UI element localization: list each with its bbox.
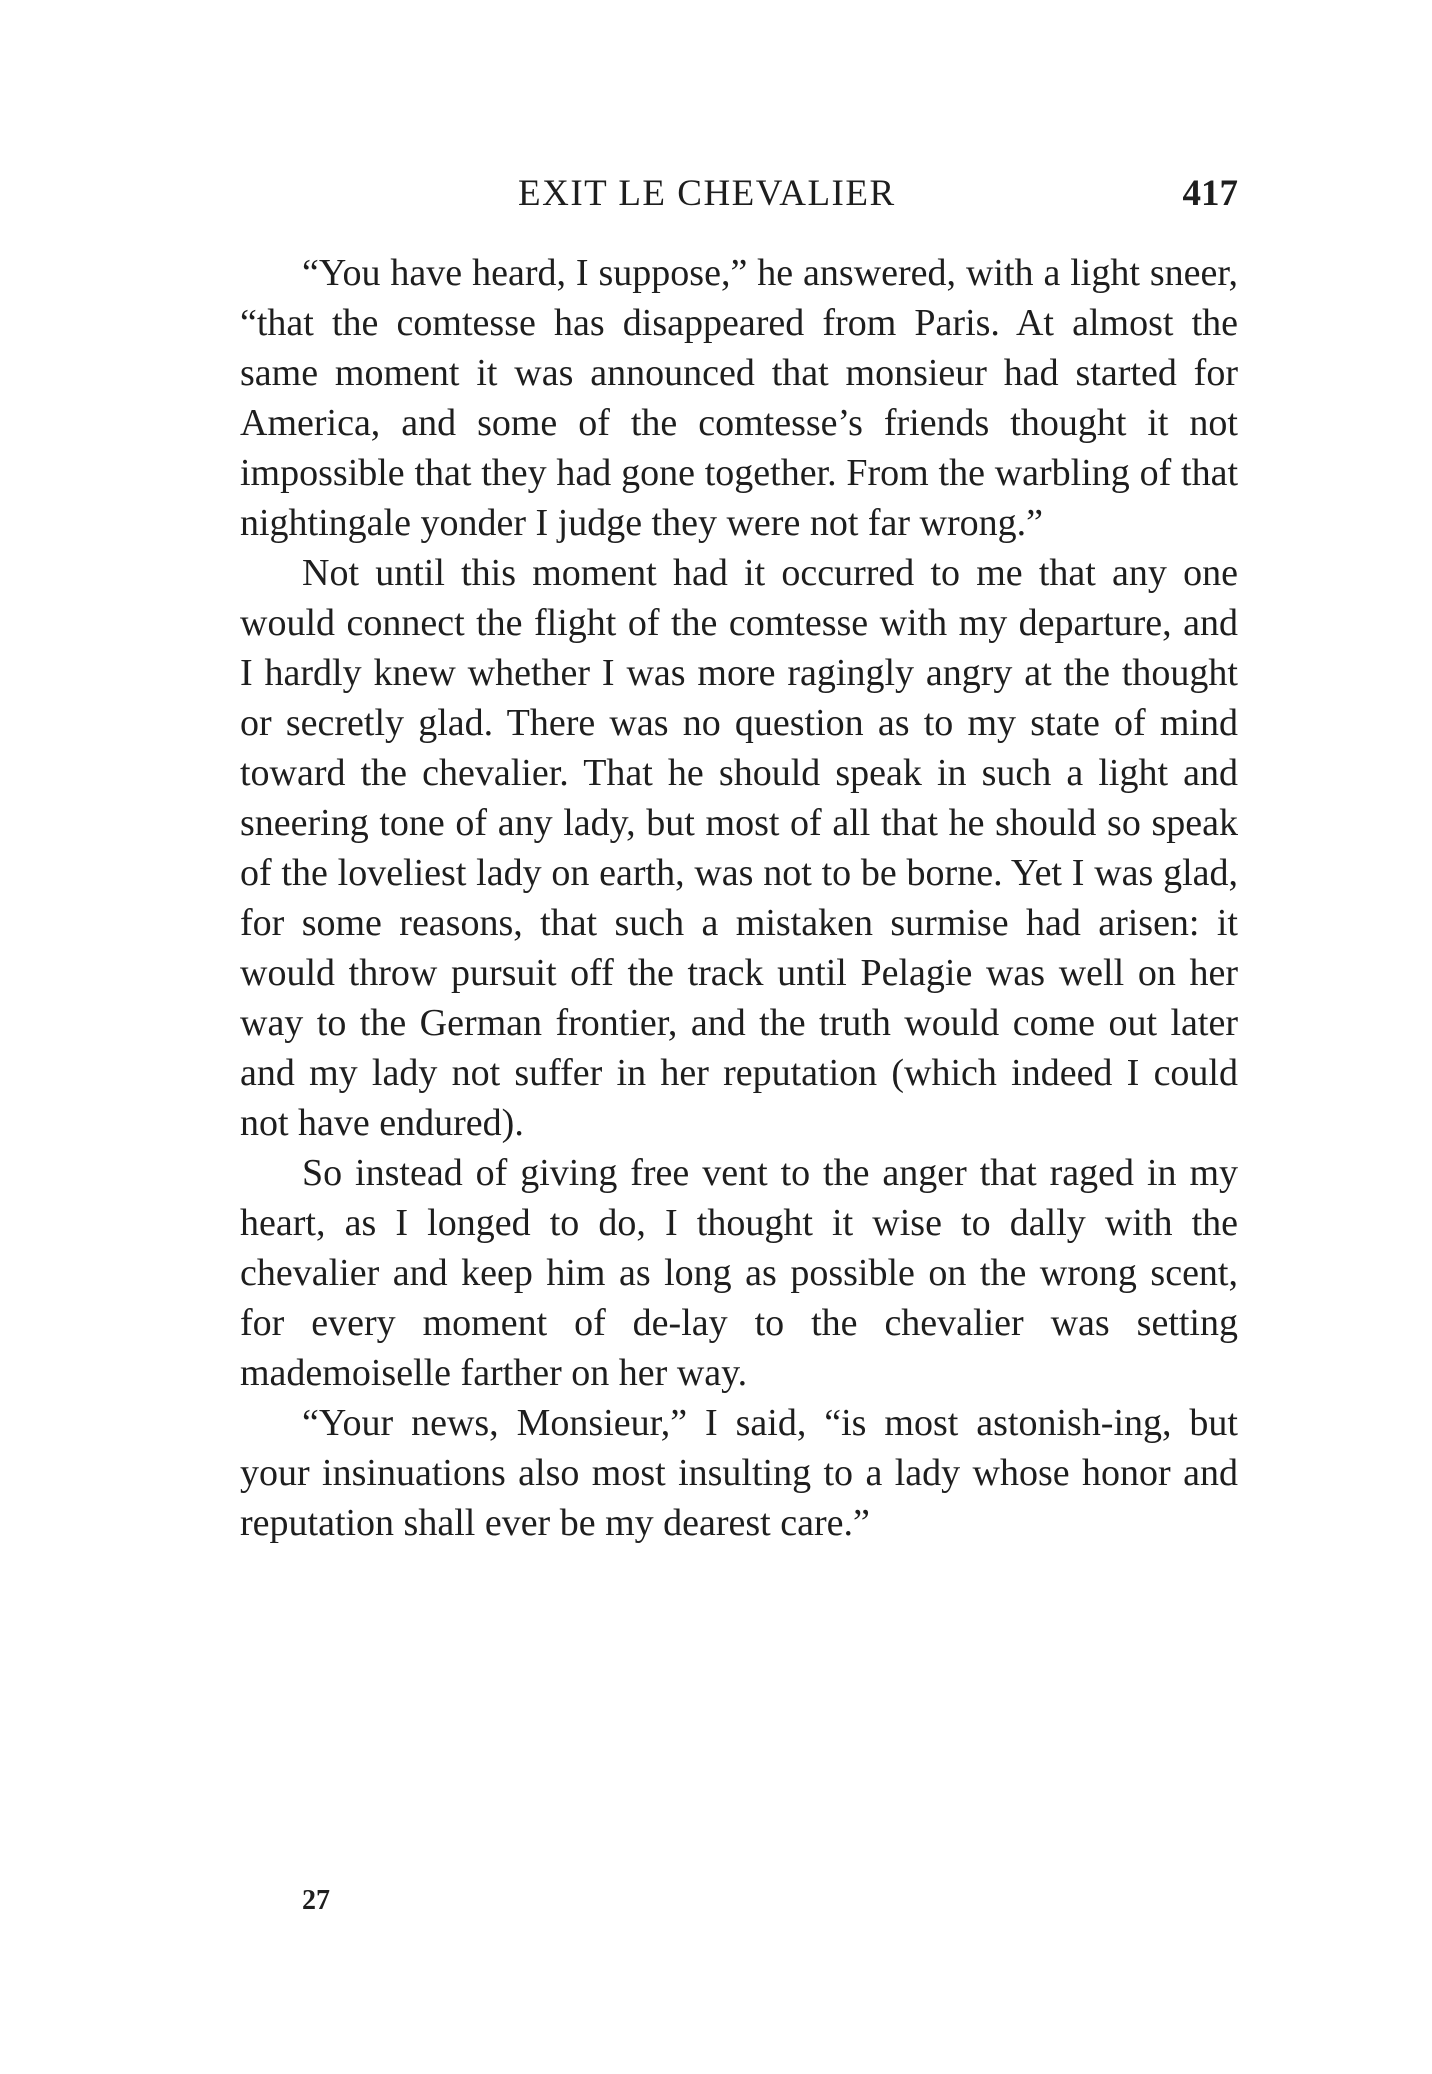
page-number: 417 bbox=[1182, 173, 1238, 214]
signature-mark: 27 bbox=[302, 1885, 330, 1916]
paragraph-2: Not until this moment had it occurred to me that any one would connect the flight of the comtesse with my departure, and I hardly knew whether I was more ragingly angry at the thought or secretly glad. There was no question as to my state of mind toward the chevalier. That he should speak in such a light and sneering tone of any lady, but most of all that he should so speak of the loveliest lady on earth, was not to be borne. Yet I was glad, for some reasons, that such a mistaken surmise had arisen: it would throw pursuit off the track until Pelagie was well on her way to the German frontier, and the truth would come out later and my lady not suffer in her reputation (which indeed I could not have endured). bbox=[240, 552, 1238, 1144]
running-title: EXIT LE CHEVALIER bbox=[518, 173, 896, 214]
body-text bbox=[240, 248, 1238, 1548]
paragraph-4: “Your news, Monsieur,” I said, “is most astonish-ing, but your insinuations also most insulting to a lady whose honor and reputation shall ever be my dearest care.” bbox=[240, 1402, 1238, 1544]
paragraph-3: So instead of giving free vent to the anger that raged in my heart, as I longed to do, I thought it wise to dally with the chevalier and keep him as long as possible on the wrong scent, for every moment of de-lay to the chevalier was setting mademoiselle farther on her way. bbox=[240, 1152, 1238, 1394]
running-head bbox=[240, 172, 1238, 232]
paragraph-1: “You have heard, I suppose,” he answered, with a light sneer, “that the comtesse has disappeared from Paris. At almost the same moment it was announced that monsieur had started for America, and some of the comtesse’s friends thought it not impossible that they had gone together. From the warbling of that nightingale yonder I judge they were not far wrong.” bbox=[240, 252, 1238, 544]
